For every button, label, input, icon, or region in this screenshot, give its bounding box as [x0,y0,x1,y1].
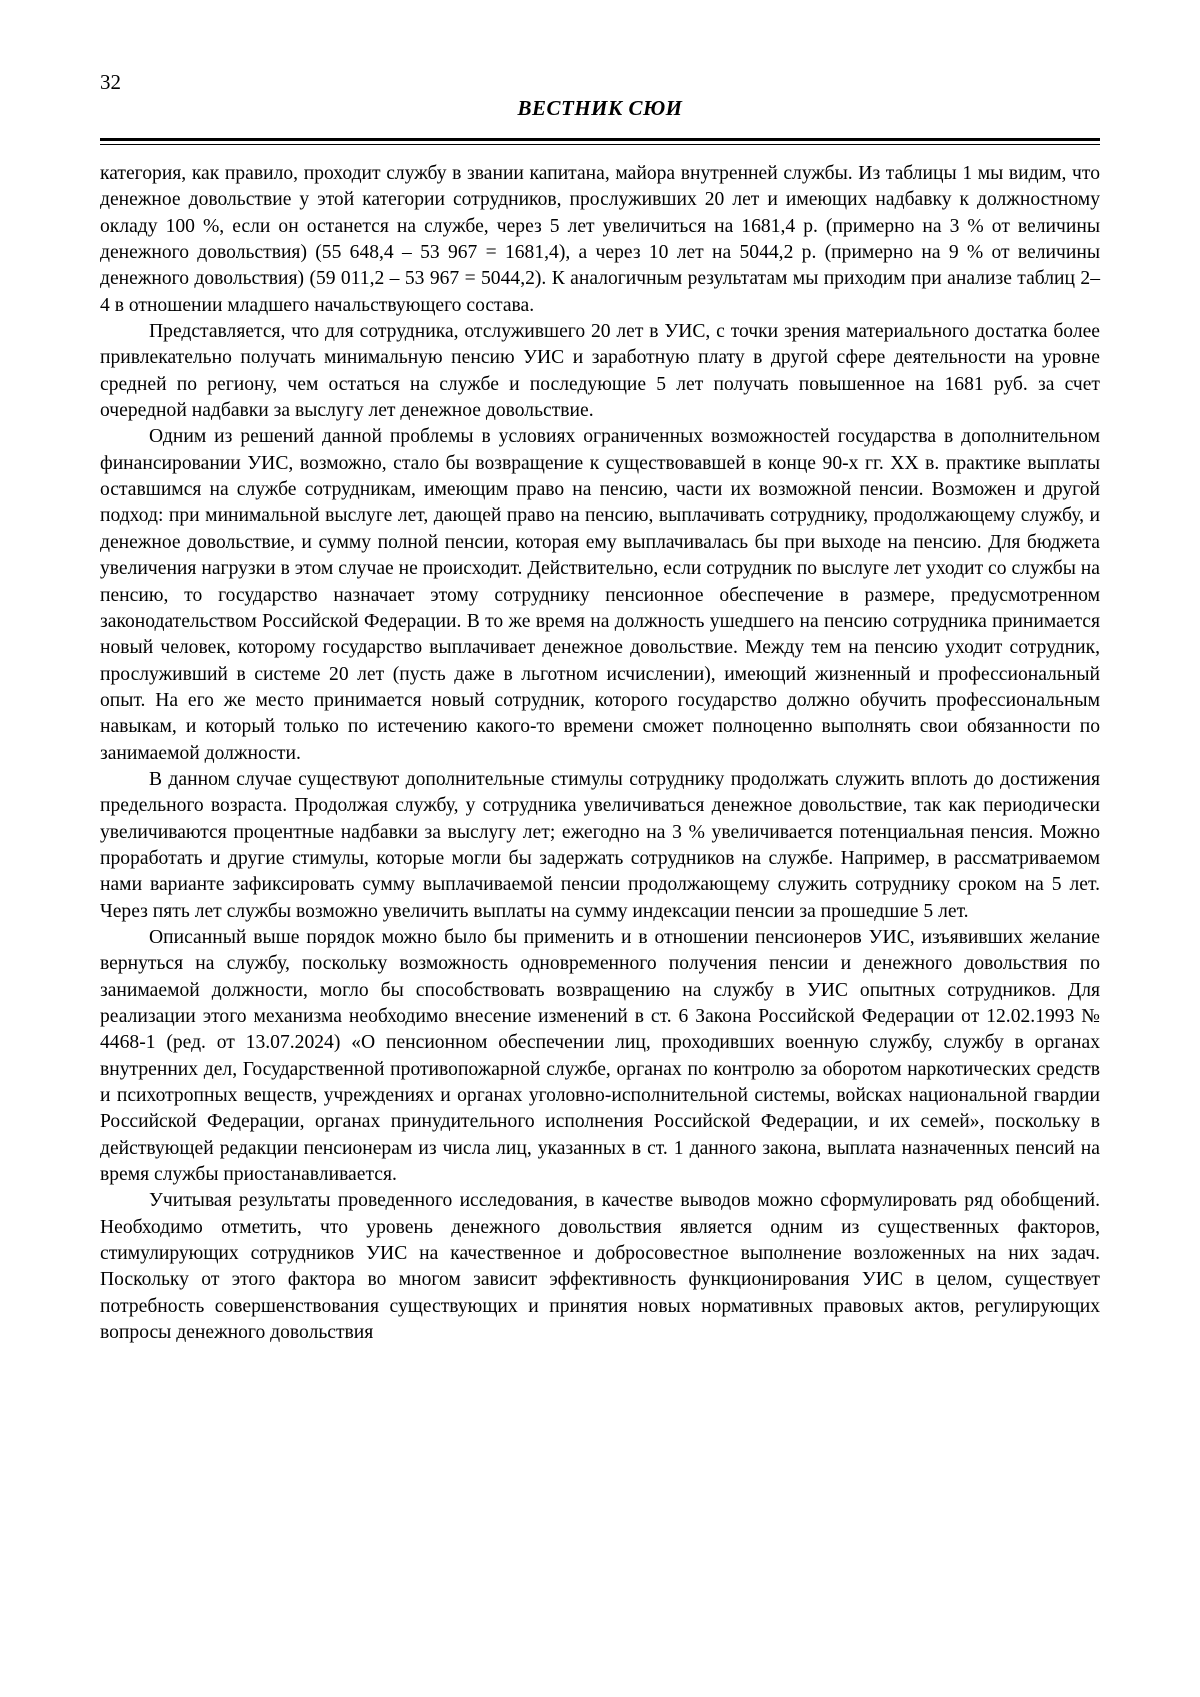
journal-title: ВЕСТНИК СЮИ [517,96,683,120]
page-header [100,70,1100,124]
paragraph: Одним из решений данной проблемы в условиях ограниченных возможностей государства в дополнительном финансировании УИС, возможно, стало бы возвращение к существовавшей в конце 90-х гг. XX в. практике выплаты оставшимся на службе сотрудникам, имеющим право на пенсию, части их возможной пенсии. Возможен и другой подход: при минимальной выслуге лет, дающей право на пенсию, выплачивать сотруднику, продолжающему службу, и денежное довольствие, и сумму полной пенсии, которая ему выплачивалась бы при выходе на пенсию. Для бюджета увеличения нагрузки в этом случае не происходит. Действительно, если сотрудник по выслуге лет уходит со службы на пенсию, то государство назначает этому сотруднику пенсионное обеспечение в размере, предусмотренном законодательством Российской Федерации. В то же время на должность ушедшего на пенсию сотрудника принимается новый человек, которому государство выплачивает денежное довольствие. Между тем на пенсию уходит сотрудник, прослуживший в системе 20 лет (пусть даже в льготном исчислении), имеющий жизненный и профессиональный опыт. На его же место принимается новый сотрудник, которого государство должно обучить профессиональным навыкам, и который только по истечению какого-то времени сможет полноценно выполнять свои обязанности по занимаемой должности. [100,426,1100,764]
page-number: 32 [100,70,121,94]
paragraph: В данном случае существуют дополнительные стимулы сотруднику продолжать служить вплоть до достижения предельного возраста. Продолжая службу, у сотрудника увеличиваться денежное довольствие, так как периодически увеличиваются процентные надбавки за выслугу лет; ежегодно на 3 % увеличивается потенциальная пенсия. Можно проработать и другие стимулы, которые могли бы задержать сотрудников на службе. Например, в рассматриваемом нами варианте зафиксировать сумму выплачиваемой пенсии продолжающему служить сотруднику сроком на 5 лет. Через пять лет службы возможно увеличить выплаты на сумму индексации пенсии за прошедшие 5 лет. [100,768,1100,922]
paragraph: Представляется, что для сотрудника, отслужившего 20 лет в УИС, с точки зрения материального достатка более привлекательно получать минимальную пенсию УИС и заработную плату в другой сфере деятельности на уровне средней по региону, чем остаться на службе и последующие 5 лет получать повышенное на 1681 руб. за счет очередной надбавки за выслугу лет денежное довольствие. [100,321,1100,422]
article-body [100,161,1100,1346]
paragraph: Описанный выше порядок можно было бы применить и в отношении пенсионеров УИС, изъявивших желание вернуться на службу, поскольку возможность одновременного получения пенсии и денежного довольствия по занимаемой должности, могло бы способствовать возвращению на службу в УИС опытных сотрудников. Для реализации этого механизма необходимо внесение изменений в ст. 6 Закона Российской Федерации от 12.02.1993 № 4468-1 (ред. от 13.07.2024) «О пенсионном обеспечении лиц, проходивших военную службу, службу в органах внутренних дел, Государственной противопожарной службе, органах по контролю за оборотом наркотических средств и психотропных веществ, учреждениях и органах уголовно-исполнительной системы, войсках национальной гвардии Российской Федерации, органах принудительного исполнения Российской Федерации, и их семей», поскольку в действующей редакции пенсионерам из числа лиц, указанных в ст. 1 данного закона, выплата назначенных пенсий на время службы приостанавливается. [100,926,1100,1186]
paragraph: Учитывая результаты проведенного исследования, в качестве выводов можно сформулировать ряд обобщений. Необходимо отметить, что уровень денежного довольствия является одним из существенных факторов, стимулирующих сотрудников УИС на качественное и добросовестное выполнение возложенных на них задач. Поскольку от этого фактора во многом зависит эффективность функционирования УИС в целом, существует потребность совершенствования существующих и принятия новых нормативных правовых актов, регулирующих вопросы денежного довольствия [100,1190,1100,1344]
paragraph-continued: категория, как правило, проходит службу в звании капитана, майора внутренней службы. Из таблицы 1 мы видим, что денежное довольствие у этой категории сотрудников, прослуживших 20 лет и имеющих надбавку к должностному окладу 100 %, если он останется на службе, через 5 лет увеличиться на 1681,4 р. (примерно на 3 % от величины денежного довольствия) (55 648,4 – 53 967 = 1681,4), а через 10 лет на 5044,2 р. (примерно на 9 % от величины денежного довольствия) (59 011,2 – 53 967 = 5044,2). К аналогичным результатам мы приходим при анализе таблиц 2–4 в отношении младшего начальствующего состава. [100,163,1100,316]
header-divider [100,138,1100,145]
